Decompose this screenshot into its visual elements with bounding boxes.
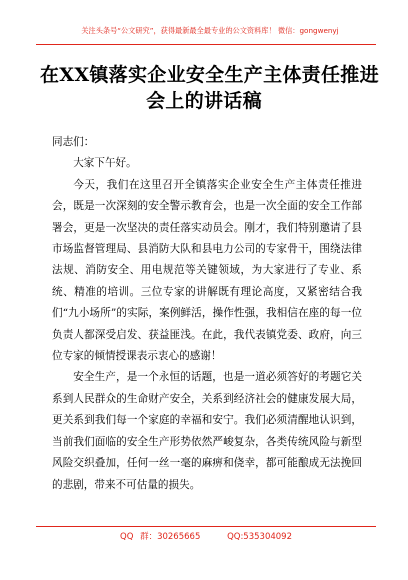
document-body bbox=[52, 132, 362, 496]
footer-divider bbox=[36, 526, 376, 527]
document-title bbox=[40, 62, 379, 114]
header-divider bbox=[36, 44, 376, 45]
title-line-1: 在XX镇落实企业安全生产主体责任推进 bbox=[40, 64, 379, 86]
salutation: 同志们： bbox=[52, 136, 95, 148]
paragraph-opening: 今天，我们在这里召开全镇落实企业安全生产主体责任推进会，既是一次深刻的安全警示教育会，也是一次全面的安全工作部署会，更是一次坚决的责任落实动员会。刚才，我们特别邀请了县市场监督管理局、县消防大队和县电力公司的专家骨干，围绕法律法规、消防安全、用电规范等关键领域，为大家进行了专业、系统、精准的培训。三位专家的讲解既有理论高度，又紧密结合我们“九小场所”的实际，案例鲜活，操作性强，我相信在座的每一位负责人都深受启发、获益匪浅。在此，我代表镇党委、政府，向三位专家的倾情授课表示衷心的感谢！ bbox=[52, 178, 362, 363]
paragraph-safety: 安全生产，是一个永恒的话题，也是一道必须答好的考题它关系到人民群众的生命财产安全，关系到经济社会的健康发展大局，更关系到我们每一个家庭的幸福和安宁。我们必须清醒地认识到，当前我们面临的安全生产形势依然严峻复杂，各类传统风险与新型风险交织叠加，任何一丝一毫的麻痹和侥幸，都可能酿成无法挽回的悲剧，带来不可估量的损失。 bbox=[52, 371, 362, 491]
footer-qq-group: QQ 群：30265665 bbox=[120, 532, 201, 542]
paragraph-greeting: 大家下午好。 bbox=[73, 157, 137, 170]
page-footer bbox=[36, 530, 376, 542]
title-line-2: 会上的讲话稿 bbox=[146, 90, 262, 112]
footer-qq: QQ:535304092 bbox=[227, 532, 292, 542]
page-header: 关注头条号“公文研究”，获得最新最全最专业的公文资料库！ 微信：gongwenyj bbox=[81, 26, 339, 35]
